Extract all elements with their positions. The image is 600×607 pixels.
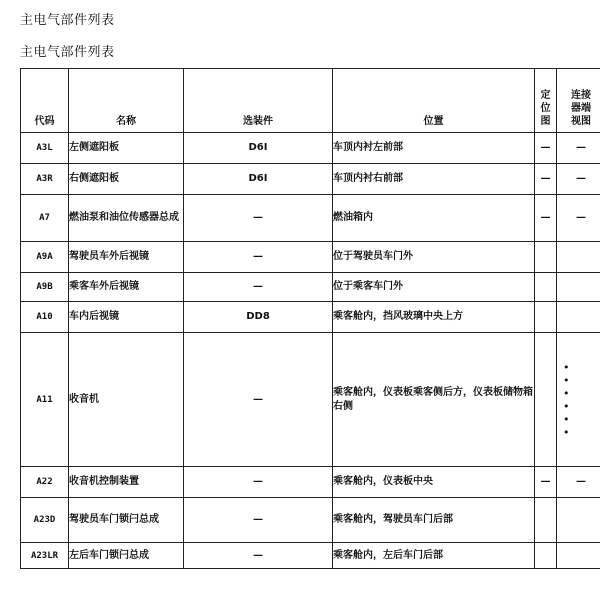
row-location: 乘客舱内，挡风玻璃中央上方 (333, 302, 535, 333)
header-location: 位置 (333, 69, 535, 133)
row-location: 燃油箱内 (333, 195, 535, 242)
row-locator (535, 273, 557, 302)
table-row (21, 133, 600, 164)
row-locator: — (535, 195, 557, 242)
header-name: 名称 (69, 69, 184, 133)
bullet: • (563, 425, 570, 439)
row-location: 位于驾驶员车门外 (333, 242, 535, 273)
row-location: 乘客舱内，仪表板中央 (333, 467, 535, 498)
table-row (21, 543, 600, 569)
row-option: — (184, 467, 333, 498)
table-header-row (21, 69, 600, 133)
row-option: — (184, 498, 333, 543)
row-option: — (184, 333, 333, 467)
row-connector: — (557, 164, 600, 195)
row-connector (557, 273, 600, 302)
bullet: • (563, 373, 570, 387)
row-location: 乘客舱内，仪表板乘客侧后方，仪表板储物箱右侧 (333, 333, 535, 467)
header-code: 代码 (21, 69, 69, 133)
row-location: 车顶内衬左前部 (333, 133, 535, 164)
bullet: • (563, 386, 570, 400)
row-code: A3R (21, 164, 69, 195)
row-locator: — (535, 133, 557, 164)
row-code: A23D (21, 498, 69, 543)
row-locator (535, 498, 557, 543)
row-locator: — (535, 467, 557, 498)
row-option: DD8 (184, 302, 333, 333)
row-code: A9A (21, 242, 69, 273)
row-connector (557, 242, 600, 273)
header-connector-view: 连接 器端 视图 (557, 69, 600, 133)
table-row (21, 195, 600, 242)
row-option: D6I (184, 164, 333, 195)
row-option: — (184, 195, 333, 242)
header-option: 选装件 (184, 69, 333, 133)
row-code: A10 (21, 302, 69, 333)
row-connector (557, 498, 600, 543)
row-connector: — (557, 467, 600, 498)
row-location: 乘客舱内，左后车门后部 (333, 543, 535, 569)
header-locator-view: 定 位 图 (535, 69, 557, 133)
row-locator (535, 543, 557, 569)
row-option: — (184, 543, 333, 569)
row-name: 车内后视镜 (69, 302, 184, 333)
row-name: 左侧遮阳板 (69, 133, 184, 164)
row-name: 收音机控制装置 (69, 467, 184, 498)
row-locator: — (535, 164, 557, 195)
row-locator (535, 333, 557, 467)
row-code: A7 (21, 195, 69, 242)
bullet: • (563, 412, 570, 426)
section-title: 主电气部件列表 (20, 45, 115, 60)
row-name: 乘客车外后视镜 (69, 273, 184, 302)
table-row (21, 467, 600, 498)
row-code: A11 (21, 333, 69, 467)
row-locator (535, 242, 557, 273)
row-connector: — (557, 195, 600, 242)
row-code: A3L (21, 133, 69, 164)
connector-bullet-list (557, 361, 600, 439)
table-row (21, 498, 600, 543)
row-name: 驾驶员车门锁闩总成 (69, 498, 184, 543)
row-connector (557, 543, 600, 569)
row-connector (557, 302, 600, 333)
row-code: A23LR (21, 543, 69, 569)
row-location: 位于乘客车门外 (333, 273, 535, 302)
row-locator (535, 302, 557, 333)
row-name: 收音机 (69, 333, 184, 467)
row-option: D6I (184, 133, 333, 164)
row-connector: — (557, 133, 600, 164)
row-connector (557, 333, 600, 467)
row-option: — (184, 273, 333, 302)
row-location: 乘客舱内，驾驶员车门后部 (333, 498, 535, 543)
row-code: A22 (21, 467, 69, 498)
table-row (21, 302, 600, 333)
row-location: 车顶内衬右前部 (333, 164, 535, 195)
parts-table (20, 68, 600, 569)
row-name: 驾驶员车外后视镜 (69, 242, 184, 273)
table-row (21, 333, 600, 467)
row-code: A9B (21, 273, 69, 302)
bullet: • (563, 399, 570, 413)
row-name: 右侧遮阳板 (69, 164, 184, 195)
page-title: 主电气部件列表 (20, 13, 115, 28)
bullet: • (563, 360, 570, 374)
row-name: 燃油泵和油位传感器总成 (69, 195, 184, 242)
row-name: 左后车门锁闩总成 (69, 543, 184, 569)
row-option: — (184, 242, 333, 273)
table-row (21, 242, 600, 273)
table-row (21, 164, 600, 195)
table-row (21, 273, 600, 302)
